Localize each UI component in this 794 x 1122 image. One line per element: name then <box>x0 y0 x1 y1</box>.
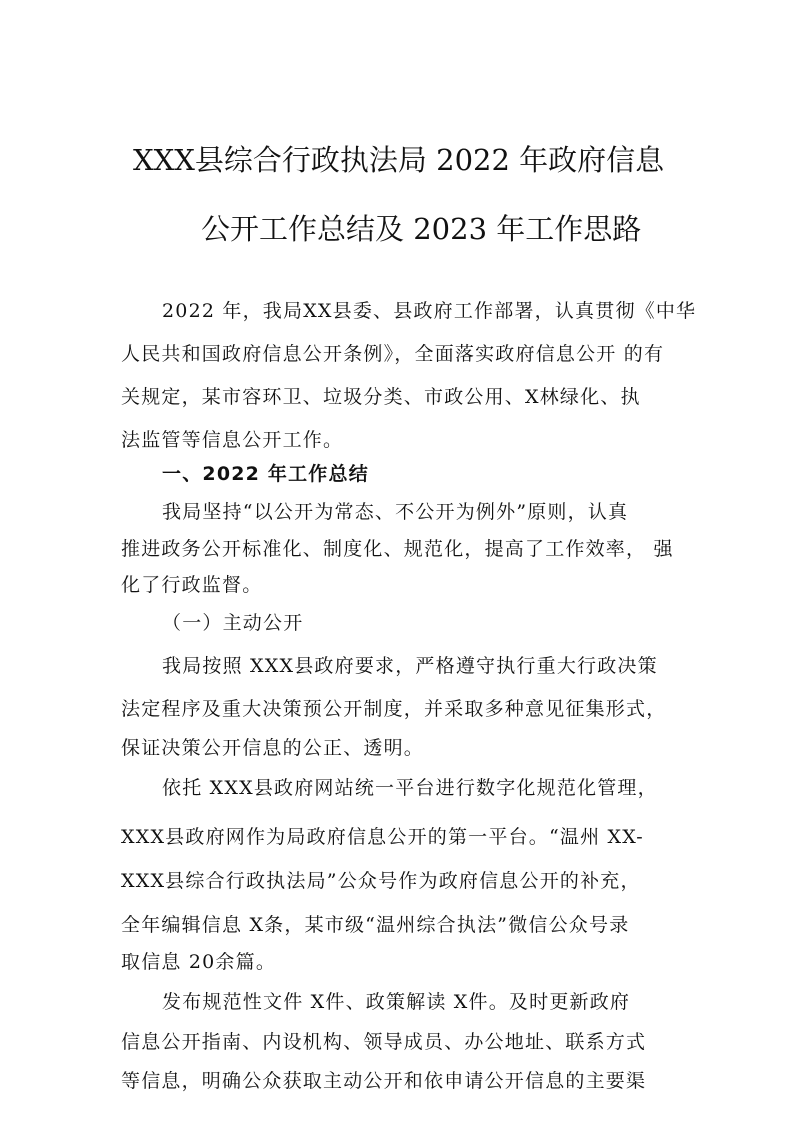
subsection-heading: （一）主动公开 <box>162 612 304 634</box>
paragraph-line: 化了行政监督。 <box>121 574 263 596</box>
paragraph-line: 2022 年，我局XX县委、县政府工作部署，认真贯彻《中华 <box>162 300 697 322</box>
paragraph-line: 关规定，某市容环卫、垃圾分类、市政公用、X林绿化、执 <box>121 386 641 408</box>
paragraph-line: 法监管等信息公开工作。 <box>121 429 344 451</box>
paragraph-line: 人民共和国政府信息公开条例》，全面落实政府信息公开 的有 <box>121 343 665 365</box>
section-heading: 一、2022 年工作总结 <box>162 463 369 485</box>
paragraph-line: 等信息，明确公众获取主动公开和依申请公开信息的主要渠 <box>121 1070 647 1092</box>
paragraph-line: XXX县综合行政执法局”公众号作为政府信息公开的补充， <box>121 870 641 892</box>
document-title-line-2: 公开工作总结及 2023 年工作思路 <box>201 212 642 246</box>
paragraph-line: 我局坚持“以公开为常态、不公开为例外”原则，认真 <box>162 501 629 523</box>
paragraph-line: 法定程序及重大决策预公开制度，并采取多种意见征集形式， <box>121 698 667 720</box>
paragraph-line: 信息公开指南、内设机构、领导成员、办公地址、联系方式 <box>121 1031 647 1053</box>
paragraph-line: 保证决策公开信息的公正、透明。 <box>121 737 425 759</box>
paragraph-line: 发布规范性文件 X件、政策解读 X件。及时更新政府 <box>162 991 631 1013</box>
paragraph-line: 我局按照 XXX县政府要求，严格遵守执行重大行政决策 <box>162 655 658 677</box>
paragraph-line: XXX县政府网作为局政府信息公开的第一平台。“温州 XX- <box>121 826 644 848</box>
paragraph-line: 取信息 20余篇。 <box>121 951 277 973</box>
paragraph-line: 全年编辑信息 X条，某市级“温州综合执法”微信公众号录 <box>121 914 630 936</box>
paragraph-line: 推进政务公开标准化、制度化、规范化，提高了工作效率， 强 <box>121 538 674 560</box>
paragraph-line: 依托 XXX县政府网站统一平台进行数字化规范化管理， <box>162 777 658 799</box>
document-title-line-1: XXX县综合行政执法局 2022 年政府信息 <box>133 143 665 177</box>
